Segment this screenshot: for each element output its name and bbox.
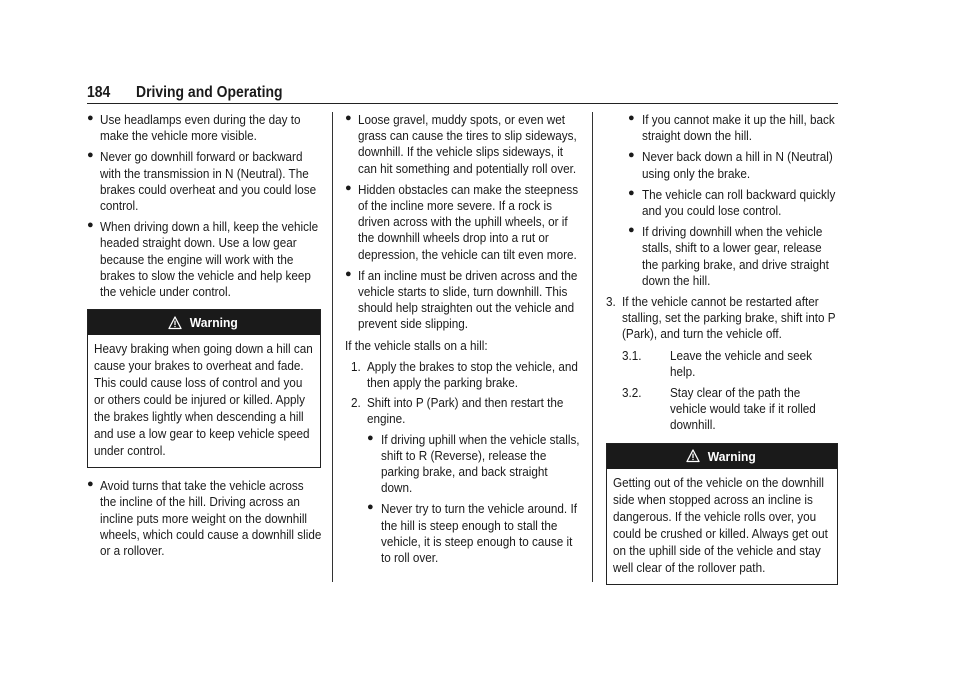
substep-number: 3.2.	[622, 386, 642, 401]
list-item	[87, 478, 321, 559]
section-title: Driving and Operating	[136, 84, 283, 101]
warning-body	[607, 469, 837, 584]
step-text: Apply the brakes to stop the vehicle, and then apply the parking brake.	[367, 359, 578, 391]
page-header	[87, 82, 838, 104]
list-item	[87, 149, 321, 214]
step-number: 3.	[606, 295, 616, 310]
bullet-icon: ●	[87, 112, 94, 124]
numbered-substep	[622, 385, 838, 434]
sub-list-item	[628, 187, 838, 219]
sub-bullet-text: If you cannot make it up the hill, back straight down the hill.	[642, 113, 835, 144]
warning-header	[607, 444, 837, 469]
bullet-text: When driving down a hill, keep the vehicle headed straight down. Use a low gear because the engine will work with the brakes to slow the vehicle and help keep the vehicle under control.	[100, 220, 319, 300]
substep-text: Stay clear of the path the vehicle would take if it rolled downhill.	[670, 386, 816, 433]
step-number: 2.	[351, 396, 361, 411]
stall-intro-text: If the vehicle stalls on a hill:	[345, 338, 488, 353]
bullet-text: Use headlamps even during the day to make the vehicle more visible.	[100, 113, 301, 144]
warning-text: Heavy braking when going down a hill can cause your brakes to overheat and fade. This could cause loss of control and you or others could be injured or killed. Apply the brakes lightly when descending a hill and use a low gear to keep vehicle speed under control.	[94, 342, 313, 459]
list-item	[87, 219, 321, 300]
step-number: 1.	[351, 359, 361, 374]
bullet-text: Hidden obstacles can make the steepness of the incline more severe. If a rock is driven across with the uphill wheels, or if the downhill wheels drop into a rut or depression, the vehicle can tilt even more.	[358, 182, 579, 262]
list-item	[345, 268, 579, 333]
bullet-icon: ●	[87, 149, 94, 162]
bullet-icon: ●	[345, 267, 352, 280]
sub-list-item	[628, 112, 838, 144]
stall-intro	[345, 338, 579, 354]
sub-list-item	[367, 501, 579, 566]
warning-text: Getting out of the vehicle on the downhill side when stopped across an incline is dangerous. If the vehicle rolls over, you could be crushed or killed. Always get out on the uphill side of the vehicle and stay well clear of the rollover path.	[613, 475, 828, 575]
sub-bullet-text: If driving uphill when the vehicle stalls, shift to R (Reverse), release the parking brake, and back straight down.	[381, 432, 580, 496]
bullet-text: Avoid turns that take the vehicle across the incline of the hill. Driving across an incline puts more weight on the downhill wheels, which could cause a downhill slide or a rollover.	[100, 479, 322, 559]
bullet-icon: ●	[87, 219, 94, 232]
bullet-icon: ●	[628, 112, 635, 124]
bullet-icon: ●	[628, 186, 635, 199]
warning-title: Warning	[708, 448, 756, 464]
warning-header	[88, 310, 320, 335]
column-3	[606, 112, 838, 595]
column-divider	[332, 112, 333, 582]
bullet-icon: ●	[345, 181, 352, 194]
numbered-step	[345, 359, 579, 391]
column-1	[87, 112, 321, 564]
substep-text: Leave the vehicle and seek help.	[670, 348, 812, 379]
bullet-icon: ●	[367, 431, 374, 444]
list-item	[345, 112, 579, 177]
column-divider	[592, 112, 593, 582]
bullet-text: Never go downhill forward or backward with the transmission in N (Neutral). The brakes could overheat and you could lose control.	[100, 150, 317, 214]
header-rule	[87, 103, 838, 104]
list-item	[345, 182, 579, 263]
substep-number: 3.1.	[622, 348, 642, 363]
sub-bullet-text: Never back down a hill in N (Neutral) using only the brake.	[642, 150, 833, 181]
numbered-step	[606, 294, 838, 343]
warning-body	[88, 335, 320, 467]
bullet-icon: ●	[628, 224, 635, 237]
page-number: 184	[87, 84, 111, 101]
warning-box	[87, 309, 321, 468]
numbered-substep	[622, 348, 838, 380]
bullet-text: Loose gravel, muddy spots, or even wet grass can cause the tires to slip sideways, downhill. If the vehicle slips sideways, it can hit something and potentially roll over.	[358, 113, 577, 176]
warning-box	[606, 443, 838, 585]
bullet-icon: ●	[367, 501, 374, 514]
warning-title: Warning	[190, 315, 238, 331]
bullet-icon: ●	[345, 112, 352, 124]
warning-icon	[168, 316, 182, 330]
sub-list-item	[367, 432, 579, 497]
numbered-step	[345, 395, 579, 427]
step-text: If the vehicle cannot be restarted after stalling, set the parking brake, shift into P (Park), and turn the vehicle off.	[622, 295, 836, 342]
bullet-text: If an incline must be driven across and the vehicle starts to slide, turn downhill. This should help straighten out the vehicle and prevent side slipping.	[358, 268, 578, 332]
sub-list-item	[628, 224, 838, 289]
sub-bullet-text: The vehicle can roll backward quickly and you could lose control.	[642, 187, 836, 219]
bullet-icon: ●	[87, 478, 94, 491]
step-text: Shift into P (Park) and then restart the engine.	[367, 396, 564, 427]
warning-icon	[686, 449, 700, 463]
list-item	[87, 112, 321, 144]
sub-bullet-text: If driving downhill when the vehicle stalls, shift to a lower gear, release the parking brake, and drive straight down the hill.	[642, 225, 829, 288]
sub-bullet-text: Never try to turn the vehicle around. If the hill is steep enough to stall the vehicle, it is steep enough to cause it to roll over.	[381, 502, 577, 566]
column-2	[345, 112, 579, 571]
sub-list-item	[628, 149, 838, 181]
bullet-icon: ●	[628, 149, 635, 162]
